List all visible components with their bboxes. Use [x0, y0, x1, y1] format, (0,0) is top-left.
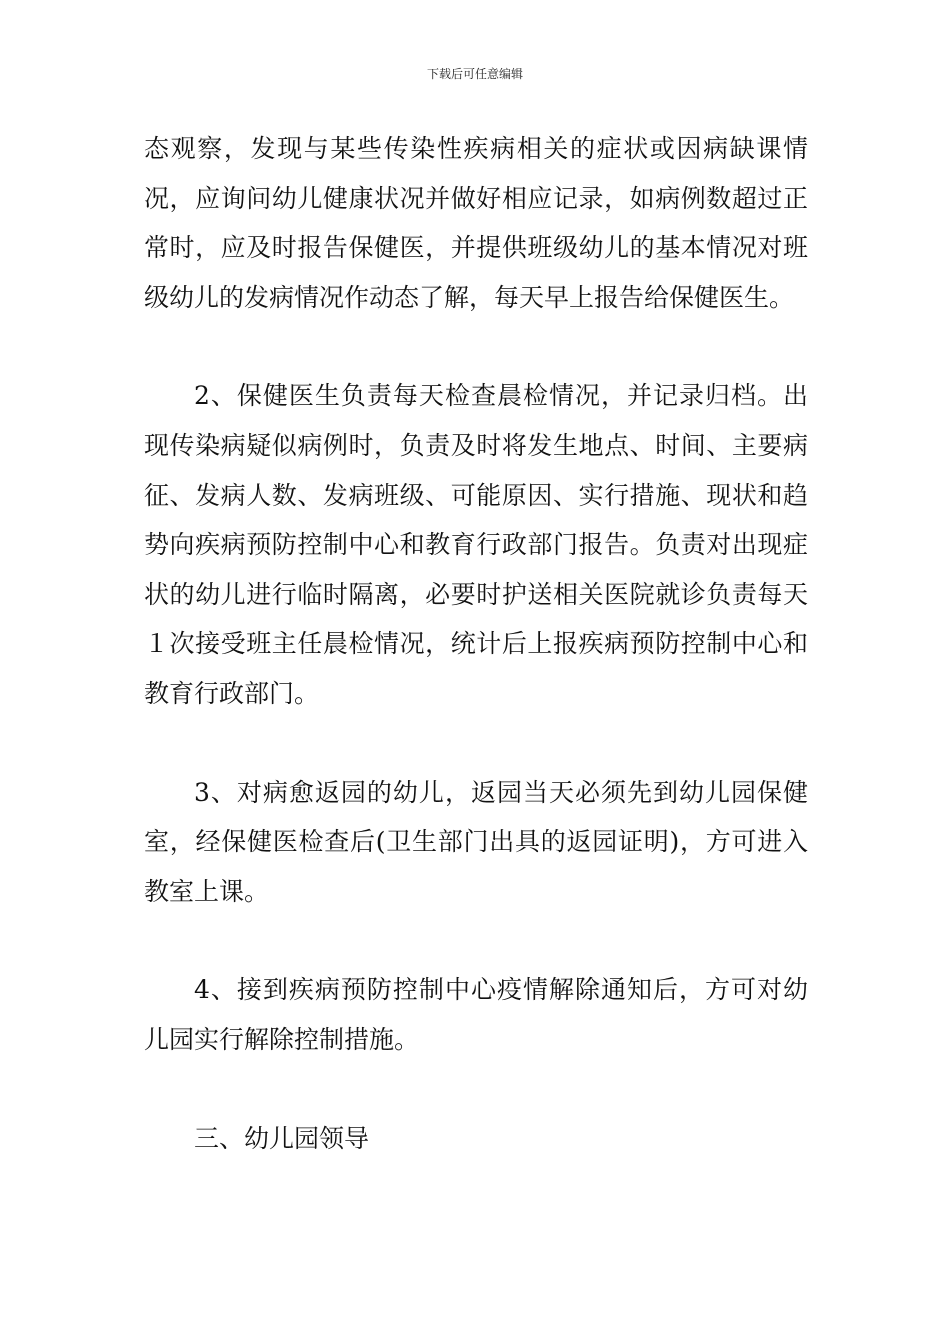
page-header: 下载后可任意编辑: [426, 67, 523, 81]
paragraph-continuation: 态观察，发现与某些传染性疾病相关的症状或因病缺课情况，应询问幼儿健康状况并做好相应记录，如病例数超过正常时，应及时报告保健医，并提供班级幼儿的基本情况对班级幼儿的发病情况作动态了解，每天早上报告给保健医生。: [144, 134, 808, 312]
section-heading: 三、幼儿园领导: [194, 1123, 370, 1153]
document-body: [144, 124, 808, 1163]
paragraph-item-3: 3、对病愈返园的幼儿，返园当天必须先到幼儿园保健室，经保健医检查后(卫生部门出具的返园证明)，方可进入教室上课。: [144, 777, 808, 906]
paragraph-item-4: 4、接到疾病预防控制中心疫情解除通知后，方可对幼儿园实行解除控制措施。: [144, 975, 808, 1054]
paragraph-item-2: 2、保健医生负责每天检查晨检情况，并记录归档。出现传染病疑似病例时，负责及时将发生地点、时间、主要病征、发病人数、发病班级、可能原因、实行措施、现状和趋势向疾病预防控制中心和教育行政部门报告。负责对出现症状的幼儿进行临时隔离，必要时护送相关医院就诊负责每天１次接受班主任晨检情况，统计后上报疾病预防控制中心和教育行政部门。: [144, 381, 808, 708]
